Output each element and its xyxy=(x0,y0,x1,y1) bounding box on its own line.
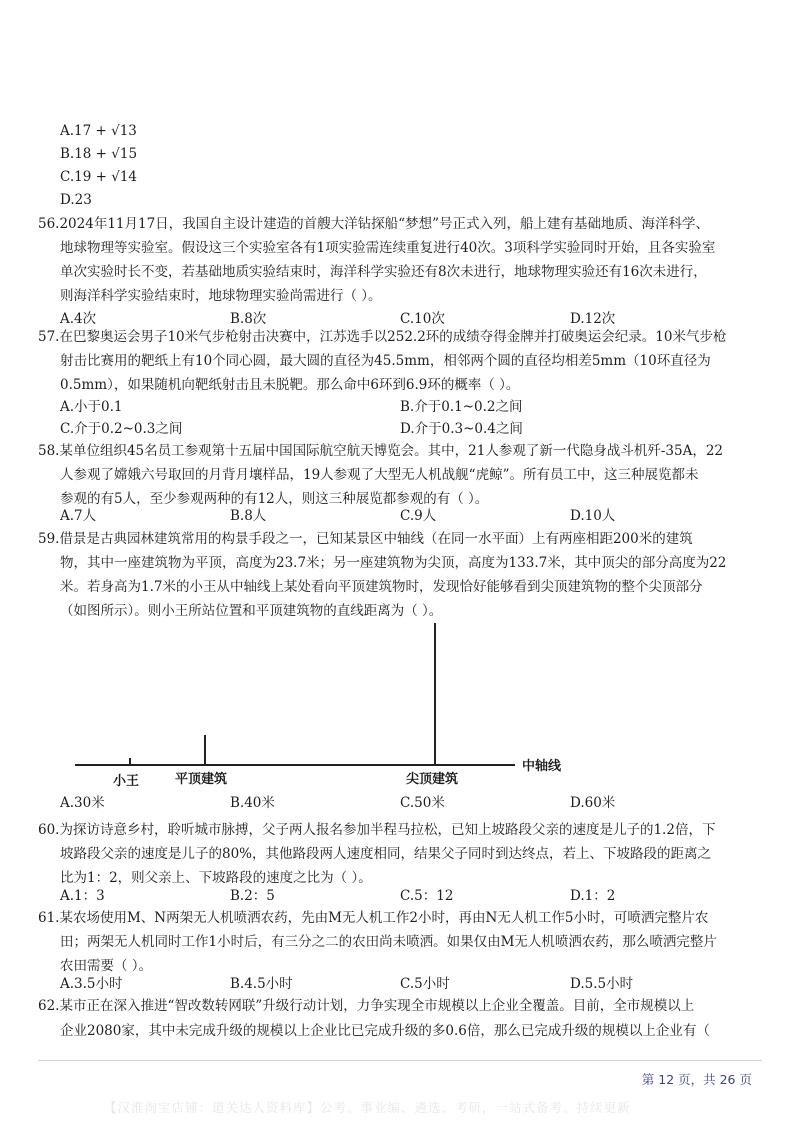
q58-option-b: B.8人 xyxy=(230,508,267,524)
q60-line-2: 坡路段父亲的速度是儿子的80%，其他路段两人速度相同，结果父子同时到达终点，若上、下坡路段的距离之 xyxy=(60,846,712,862)
q62-line-2: 企业2080家，其中未完成升级的规模以上企业比已完成升级的多0.6倍，那么已完成升级的规模以上企业有（ xyxy=(60,1023,710,1039)
q59-line-1: 59.借景是古典园林建筑常用的构景手段之一，已知某景区中轴线（在同一水平面）上有两座相距200米的建筑 xyxy=(38,531,693,547)
q58-option-d: D.10人 xyxy=(570,508,616,524)
q59-diagram xyxy=(60,615,580,795)
flat-building-label: 平顶建筑 xyxy=(175,772,228,787)
q61-option-b: B.4.5小时 xyxy=(230,976,293,992)
q55-option-a: A.17 + √13 xyxy=(60,123,137,139)
q56-option-b: B.8次 xyxy=(230,311,267,327)
q60-line-1: 60.为探访诗意乡村，聆听城市脉搏，父子两人报名参加半程马拉松，已知上坡路段父亲的速度是儿子的1.2倍，下 xyxy=(38,822,716,838)
page-number: 第 12 页，共 26 页 xyxy=(641,1072,752,1087)
q60-option-a: A.1：3 xyxy=(60,888,105,904)
q56-line-3: 单次实验时长不变，若基础地质实验结束时，海洋科学实验还有8次未进行，地球物理实验还有16次未进行， xyxy=(60,264,707,280)
q60-option-b: B.2：5 xyxy=(230,888,275,904)
q56-line-4: 则海洋科学实验结束时，地球物理实验尚需进行（ ）。 xyxy=(60,288,382,304)
q61-option-a: A.3.5小时 xyxy=(60,976,123,992)
q59-line-4: （如图所示）。则小王所站位置和平顶建筑物的直线距离为（ ）。 xyxy=(60,603,443,619)
q59-option-a: A.30米 xyxy=(60,795,105,811)
watermark-text: 【汉淮淘宝店铺：道关达人资料库】公考、事业编、遴选、考研，一站式备考、持续更新 xyxy=(104,1100,631,1115)
q57-option-a: A.小于0.1 xyxy=(60,399,123,415)
q55-option-d: D.23 xyxy=(60,192,92,208)
person-label: 小王 xyxy=(113,774,140,789)
q59-option-c: C.50米 xyxy=(400,795,445,811)
q57-option-d: D.介于0.3~0.4之间 xyxy=(400,421,523,437)
q60-option-d: D.1：2 xyxy=(570,888,616,904)
q59-line-3: 米。若身高为1.7米的小王从中轴线上某处看向平顶建筑物时，发现恰好能够看到尖顶建筑物的整个尖顶部分 xyxy=(60,579,703,595)
q55-option-c: C.19 + √14 xyxy=(60,169,137,185)
q58-line-1: 58.某单位组织45名员工参观第十五届中国国际航空航天博览会。其中，21人参观了新一代隐身战斗机歼-35A，22 xyxy=(38,443,723,459)
q57-option-b: B.介于0.1~0.2之间 xyxy=(400,399,523,415)
q56-option-c: C.10次 xyxy=(400,311,445,327)
q59-line-2: 物，其中一座建筑物为平顶，高度为23.7米；另一座建筑物为尖顶，高度为133.7米，其中顶尖的部分高度为22 xyxy=(60,555,727,571)
q58-line-3: 参观的有5人，至少参观两种的有12人，则这三种展览都参观的有（ ）。 xyxy=(60,491,489,507)
q59-option-d: D.60米 xyxy=(570,795,616,811)
q60-option-c: C.5：12 xyxy=(400,888,454,904)
q58-option-c: C.9人 xyxy=(400,508,437,524)
q58-line-2: 人参观了嫦娥六号取回的月背月壤样品，19人参观了大型无人机战舰“虎鲸”。所有员工中，这三种展览都未 xyxy=(60,467,699,483)
q57-option-c: C.介于0.2~0.3之间 xyxy=(60,421,183,437)
q56-line-2: 地球物理等实验室。假设这三个实验室各有1项实验需连续重复进行40次。3项科学实验同时开始，且各实验室 xyxy=(60,240,716,256)
q57-line-2: 射击比赛用的靶纸上有10个同心圆，最大圆的直径为45.5mm，相邻两个圆的直径均相差5mm（10环直径为 xyxy=(60,353,711,369)
q60-line-3: 比为1：2，则父亲上、下坡路段的速度之比为（ ）。 xyxy=(60,870,372,886)
footer-divider xyxy=(38,1060,762,1061)
q59-option-b: B.40米 xyxy=(230,795,275,811)
q61-option-d: D.5.5小时 xyxy=(570,976,634,992)
q61-line-1: 61.某农场使用M、N两架无人机喷洒农药，先由M无人机工作2小时，再由N无人机工作5小时，可喷洒完整片农 xyxy=(38,910,709,926)
q56-option-d: D.12次 xyxy=(570,311,616,327)
q61-line-3: 农田需要（ ）。 xyxy=(60,958,153,974)
q58-option-a: A.7人 xyxy=(60,508,97,524)
q57-line-3: 0.5mm），如果随机向靶纸射击且未脱靶。那么命中6环到6.9环的概率（ ）。 xyxy=(60,377,520,393)
q57-line-1: 57.在巴黎奥运会男子10米气步枪射击决赛中，江苏选手以252.2环的成绩夺得金牌并打破奥运会纪录。10米气步枪 xyxy=(38,329,727,345)
q61-option-c: C.5小时 xyxy=(400,976,450,992)
q56-line-1: 56.2024年11月17日，我国自主设计建造的首艘大洋钻探船“梦想”号正式入列，船上建有基础地质、海洋科学、 xyxy=(38,216,709,232)
axis-label: 中轴线 xyxy=(522,759,562,774)
q61-line-2: 田；两架无人机同时工作1小时后，有三分之二的农田尚未喷洒。如果仅由M无人机喷洒农药，那么喷洒完整片 xyxy=(60,934,717,950)
q55-option-b: B.18 + √15 xyxy=(60,146,138,162)
q62-line-1: 62.某市正在深入推进“智改数转网联”升级行动计划，力争实现全市规模以上企业全覆盖。目前，全市规模以上 xyxy=(38,998,695,1014)
spire-building-label: 尖顶建筑 xyxy=(406,772,459,787)
q56-option-a: A.4次 xyxy=(60,311,97,327)
